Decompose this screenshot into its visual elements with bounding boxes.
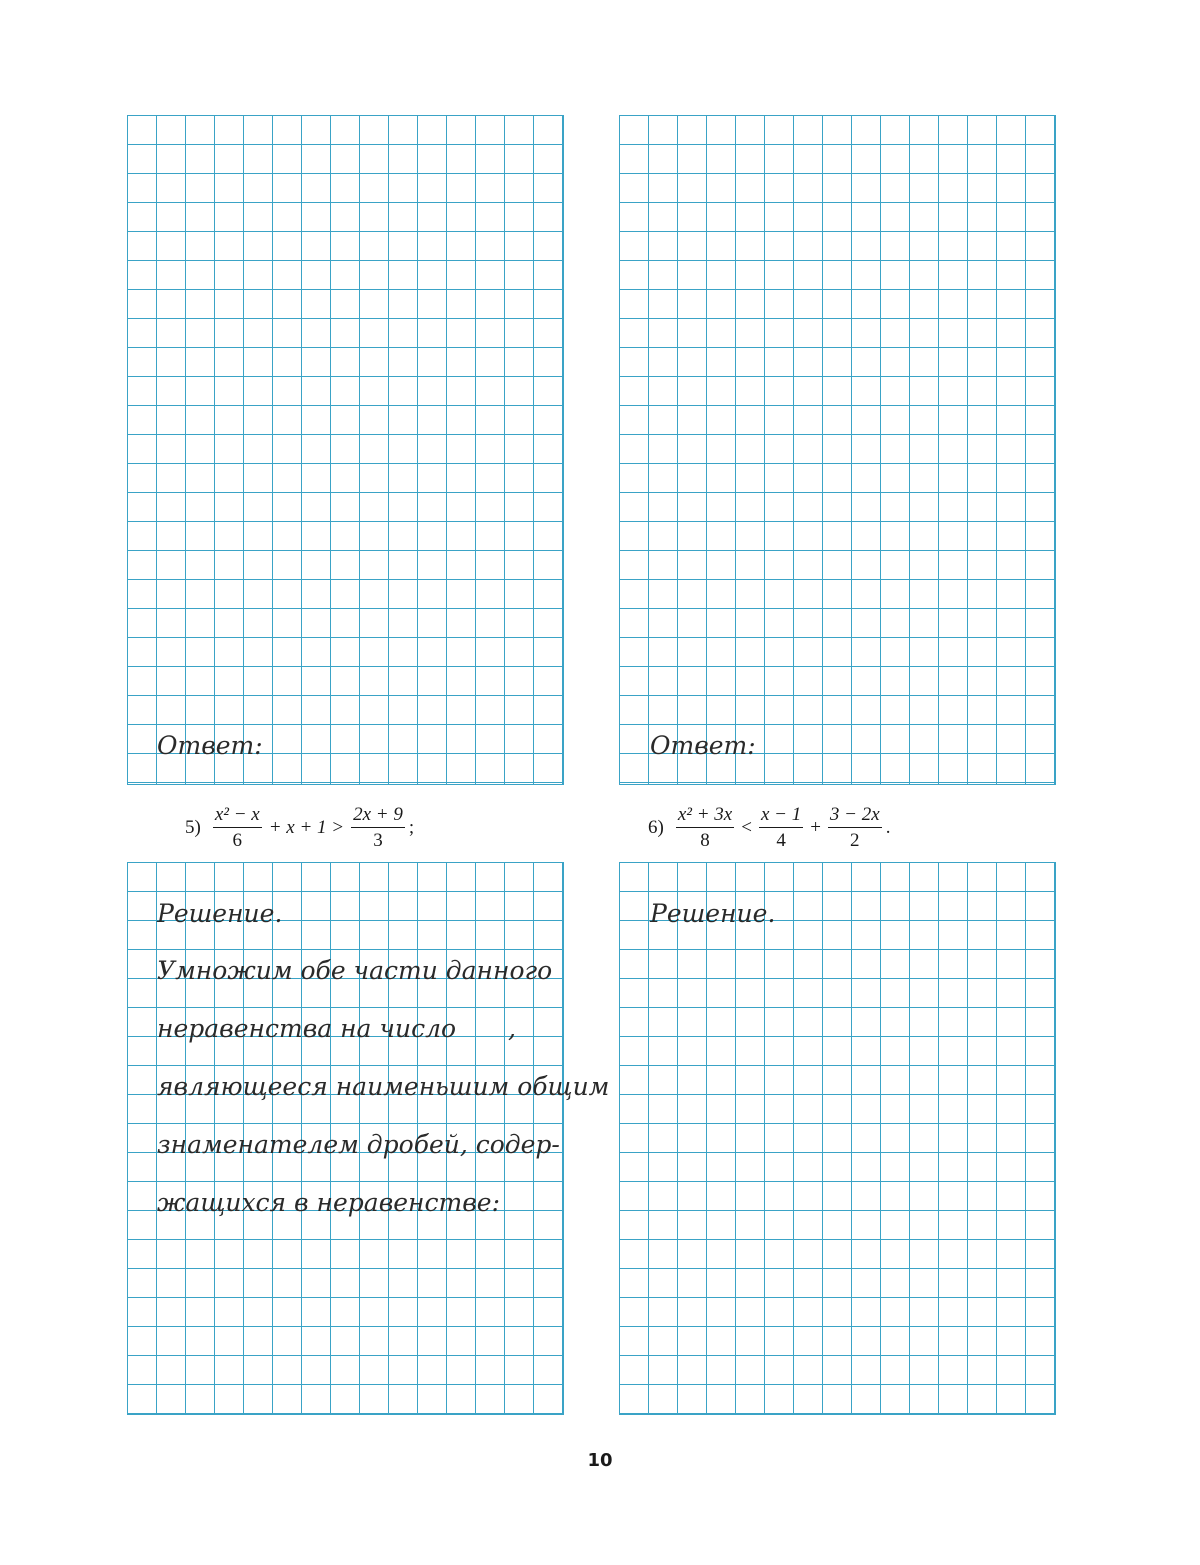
fraction-denominator: 2 bbox=[850, 830, 860, 851]
problem-5-end: ; bbox=[408, 816, 415, 838]
grid-area-bottom-right[interactable] bbox=[619, 862, 1056, 1415]
fraction-numerator: 3 − 2x bbox=[828, 805, 882, 828]
solution-label-right: Решение. bbox=[650, 899, 776, 928]
problem-6-end: . bbox=[885, 816, 891, 838]
fraction-numerator: x² − x bbox=[213, 805, 262, 828]
solution-comma: , bbox=[508, 1014, 516, 1043]
problem-5-middle: + x + 1 > bbox=[268, 816, 345, 838]
problem-5-fraction-1 bbox=[213, 805, 262, 850]
problem-5-number: 5) bbox=[185, 816, 201, 838]
fraction-denominator: 8 bbox=[700, 830, 710, 851]
grid-area-top-left[interactable] bbox=[127, 115, 564, 785]
problem-6-fraction-3 bbox=[828, 805, 882, 850]
solution-line-2: неравенства на число bbox=[157, 1014, 457, 1043]
fraction-numerator: x² + 3x bbox=[676, 805, 734, 828]
problem-6-fraction-1 bbox=[676, 805, 734, 850]
problem-5 bbox=[185, 805, 414, 850]
answer-label-right: Ответ: bbox=[650, 731, 756, 760]
problem-6-number: 6) bbox=[648, 816, 664, 838]
problem-6-fraction-2 bbox=[759, 805, 803, 850]
solution-line-4: знаменателем дробей, содер- bbox=[157, 1130, 560, 1159]
solution-line-3: являющееся наименьшим общим bbox=[157, 1072, 610, 1101]
grid-area-top-right[interactable] bbox=[619, 115, 1056, 785]
solution-line-1: Умножим обе части данного bbox=[157, 956, 553, 985]
fraction-numerator: x − 1 bbox=[759, 805, 803, 828]
fraction-denominator: 6 bbox=[232, 830, 243, 851]
page-number: 10 bbox=[587, 1450, 613, 1471]
fraction-denominator: 4 bbox=[776, 830, 786, 851]
problem-6-operator-2: + bbox=[810, 816, 821, 838]
fraction-numerator: 2x + 9 bbox=[351, 805, 405, 828]
problem-6-operator-1: < bbox=[741, 816, 752, 838]
problem-6 bbox=[648, 805, 890, 850]
solution-line-5: жащихся в неравенстве: bbox=[157, 1188, 501, 1217]
fraction-denominator: 3 bbox=[373, 830, 383, 851]
answer-label-left: Ответ: bbox=[157, 731, 263, 760]
problem-5-fraction-2 bbox=[351, 805, 405, 850]
solution-label-left: Решение. bbox=[157, 899, 283, 928]
